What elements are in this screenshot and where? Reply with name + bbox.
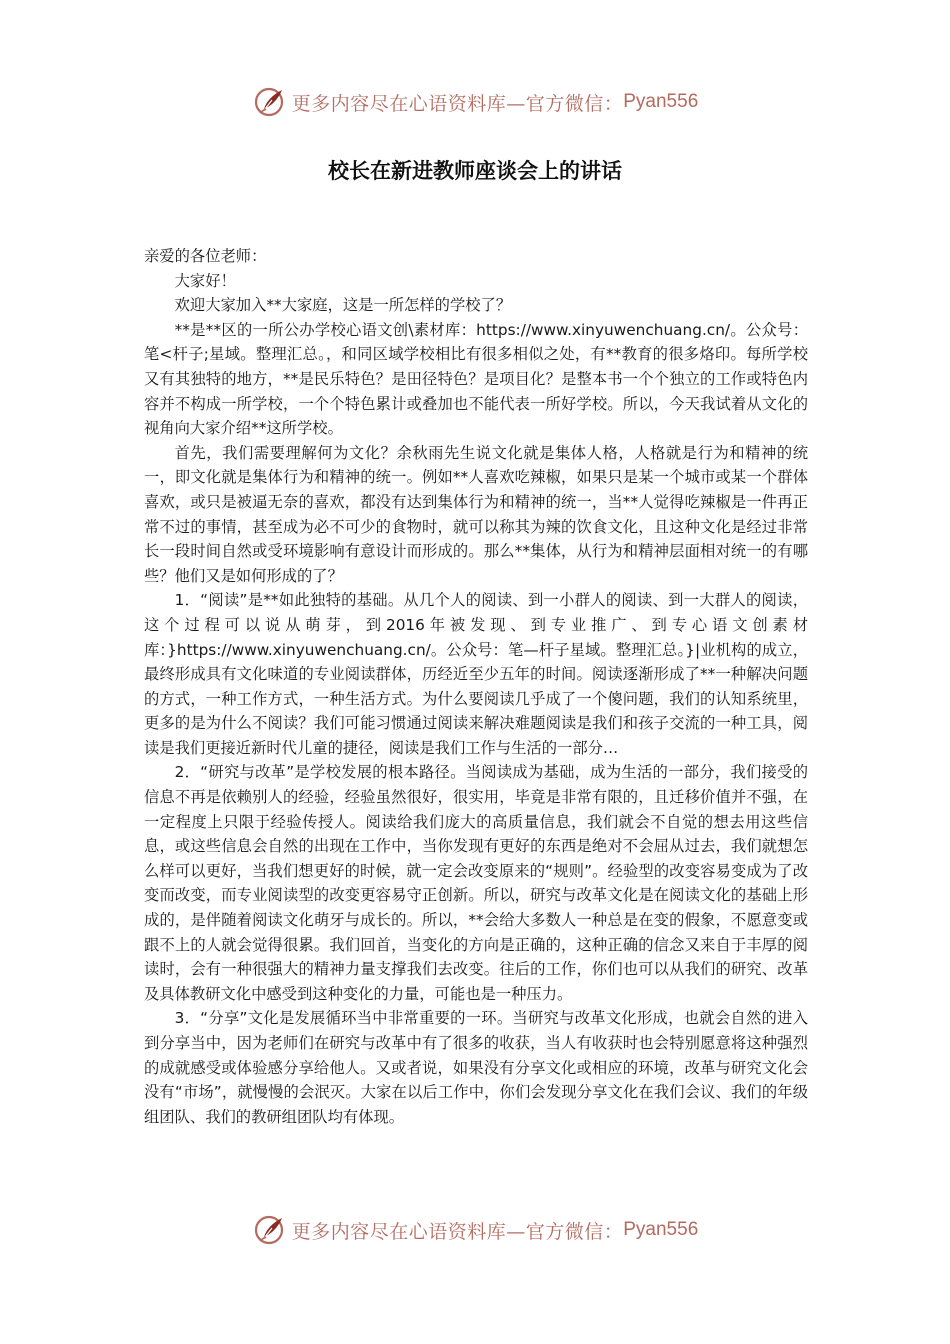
document-body bbox=[144, 244, 808, 1129]
header-banner bbox=[0, 82, 950, 122]
quill-pen-logo-icon bbox=[252, 84, 288, 120]
paragraph-culture-definition: 首先，我们需要理解何为文化？余秋雨先生说文化就是集体人格，人格就是行为和精神的统一，即文化就是集体行为和精神的统一。例如**人喜欢吃辣椒，如果只是某一个城市或某一个群体喜欢，或只是被逼无奈的喜欢，都没有达到集体行为和精神的统一，当**人觉得吃辣椒是一件再正常不过的事情，甚至成为必不可少的食物时，就可以称其为辣的饮食文化，且这种文化是经过非常长一段时间自然或受环境影响有意设计而形成的。那么**集体，从行为和精神层面相对统一的有哪些？他们又是如何形成的了？ bbox=[144, 443, 808, 585]
banner-text: 更多内容尽在心语资料库—官方微信： bbox=[291, 1220, 624, 1243]
paragraph-reading: 1．“阅读”是**如此独特的基础。从几个人的阅读、到一小群人的阅读、到一大群人的阅读，这个过程可以说从萌芽，到2016年被发现、到专业推广、到专心语文创素材库：}https://www.xinyuwenchuang.cn/。公众号：笔—杆子星域。整理汇总。}|业机构的成立，最终形成具有文化味道的专业阅读群体，历经近至少五年的时间。阅读逐渐形成了**一种解决问题的方式，一种工作方式，一种生活方式。为什么要阅读几乎成了一个傻问题，我们的认知系统里，更多的是为什么不阅读？我们可能习惯通过阅读来解决难题阅读是我们和孩子交流的一种工具，阅读是我们更接近新时代儿童的捷径，阅读是我们工作与生活的一部分… bbox=[144, 591, 808, 757]
wechat-handle: Pyan556 bbox=[623, 1219, 699, 1240]
banner-text: 更多内容尽在心语资料库—官方微信： bbox=[291, 92, 624, 115]
paragraph-greeting: 大家好！ bbox=[174, 271, 236, 290]
footer-banner bbox=[0, 1210, 950, 1250]
paragraph-welcome: 欢迎大家加入**大家庭，这是一所怎样的学校了？ bbox=[174, 296, 512, 315]
paragraph-school-intro: **是**区的一所公办学校心语文创\素材库：https://www.xinyuwenchuang.cn/。公众号：笔<杆子;星域。整理汇总。，和同区域学校相比有很多相似之处，有**教育的很多烙印。每所学校又有其独特的地方，**是民乐特色？是田径特色？是项目化？是整本书一个个独立的工作或特色内容并不构成一所学校，一个个特色累计或叠加也不能代表一所好学校。所以，今天我试着从文化的视角向大家介绍**这所学校。 bbox=[144, 320, 808, 438]
quill-pen-logo-icon bbox=[252, 1212, 288, 1248]
paragraph-sharing: 3．“分享”文化是发展循环当中非常重要的一环。当研究与改革文化形成，也就会自然的进入到分享当中，因为老师们在研究与改革中有了很多的收获，当人有收获时也会特别愿意将这种强烈的成就感受或体验感分享给他人。又或者说，如果没有分享文化或相应的环境，改革与研究文化会没有“市场”，就慢慢的会泯灭。大家在以后工作中，你们会发现分享文化在我们会议、我们的年级组团队、我们的教研组团队均有体现。 bbox=[144, 1009, 808, 1126]
document-title: 校长在新进教师座谈会上的讲话 bbox=[328, 159, 622, 183]
wechat-handle: Pyan556 bbox=[623, 91, 699, 112]
paragraph-research-reform: 2．“研究与改革”是学校发展的根本路径。当阅读成为基础，成为生活的一部分，我们接受的信息不再是依赖别人的经验，经验虽然很好，很实用，毕竟是非常有限的，且迁移价值并不强，在一定程度上只限于经验传授人。阅读给我们庞大的高质量信息，我们就会不自觉的想去用这些信息，或这些信息会自然的出现在工作中，当你发现有更好的东西是绝对不会屈从过去，我们就想怎么样可以更好，当我们想更好的时候，就一定会改变原来的“规则”。经验型的改变容易变成为了改变而改变，而专业阅读型的改变更容易守正创新。所以，研究与改革文化是在阅读文化的基础上形成的，是伴随着阅读文化萌牙与成长的。所以，**会给大多数人一种总是在变的假象，不愿意变或跟不上的人就会觉得很累。我们回首，当变化的方向是正确的，这种正确的信念又来自于丰厚的阅读时，会有一种很强大的精神力量支撑我们去改变。往后的工作，你们也可以从我们的研究、改革及具体教研文化中感受到这种变化的力量，可能也是一种压力。 bbox=[144, 763, 808, 1003]
salutation: 亲爱的各位老师： bbox=[144, 247, 267, 265]
